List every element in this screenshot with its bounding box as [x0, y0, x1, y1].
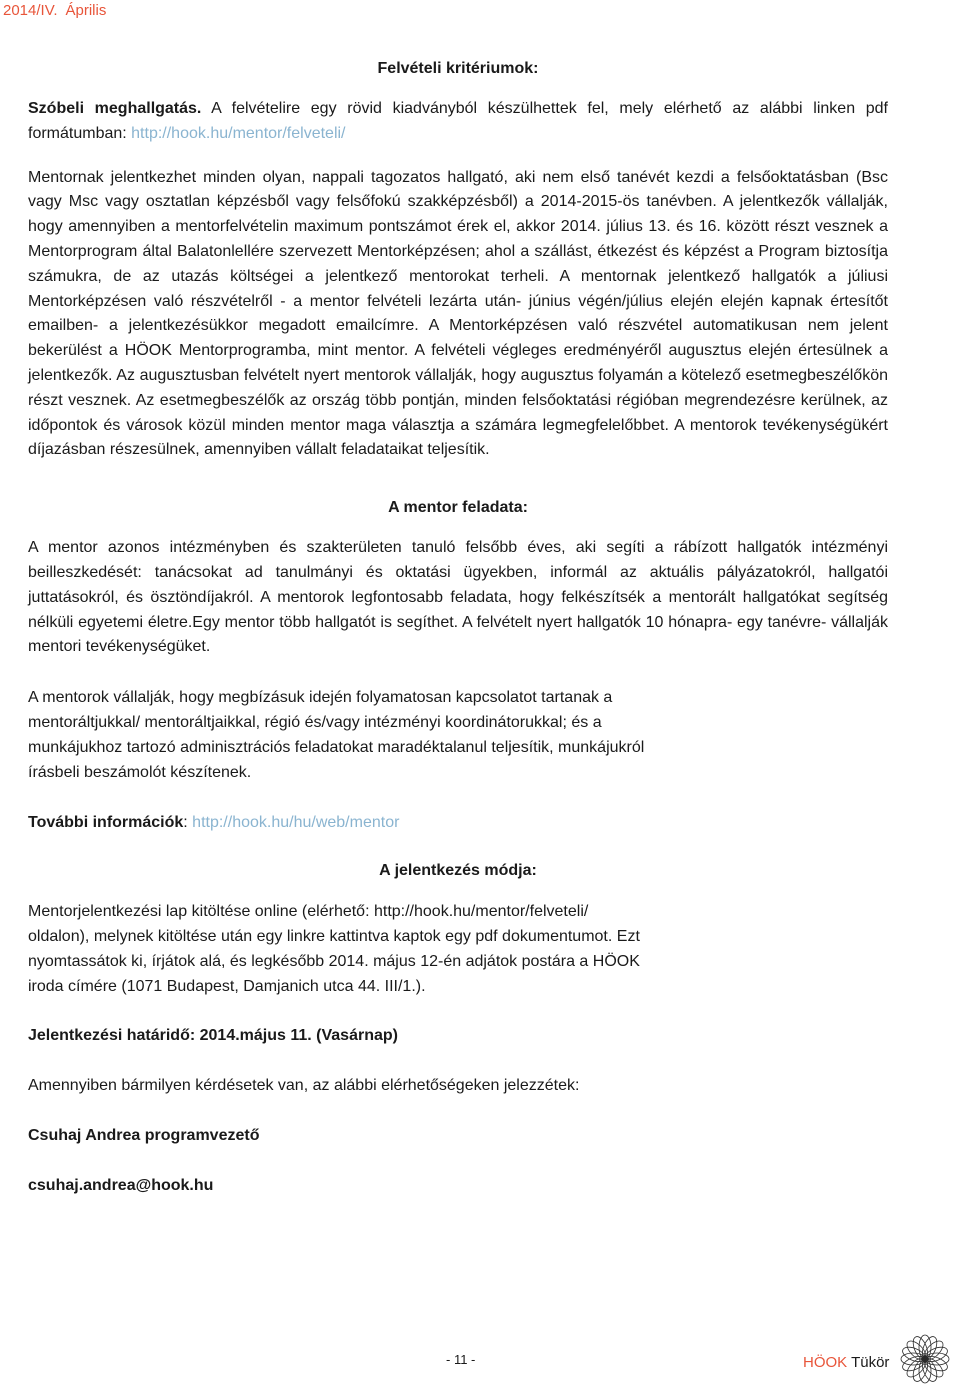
footer-brand — [803, 1354, 889, 1371]
obligations-line: mentoráltjukkal/ mentoráltjaikkal, régió és/vagy intézményi koordinátorukkal; és a — [28, 713, 602, 731]
more-info-label: További információk — [28, 814, 184, 832]
application-paragraph — [28, 900, 888, 999]
section-title-application: A jelentkezés módja: — [379, 862, 537, 880]
page-content — [28, 60, 888, 1199]
contact-name: Csuhaj Andrea programvezető — [28, 1126, 260, 1144]
section-title-criteria: Felvételi kritériumok: — [377, 60, 539, 77]
issue-month: Április — [65, 2, 107, 19]
contact-email[interactable]: csuhaj.andrea@hook.hu — [28, 1176, 214, 1194]
oral-exam-text: A felvételire egy rövid kiadványból készülhettek fel, mely elérhető az alábbi linken pdf formátumban: — [28, 100, 889, 142]
oral-exam-paragraph — [28, 97, 888, 147]
application-line: oldalon), melynek kitöltése után egy linkre kattintva kaptok egy pdf dokumentumot. Ezt — [28, 927, 640, 945]
more-info-colon: : — [183, 814, 193, 832]
spiral-flower-logo-icon — [899, 1333, 951, 1385]
application-line: Mentorjelentkezési lap kitöltése online (elérhető: http://hook.hu/mentor/felveteli/ — [28, 903, 589, 921]
page-number: - 11 - — [446, 1352, 476, 1367]
duties-paragraph: A mentor azonos intézményben és szakterületen tanuló felsőbb éves, aki segíti a rábízott hallgatók intézményi beilleszkedését: tanácsokat ad tanulmányi és oktatási ügyekben, informál az aktuális pályázatokról, hallgatói juttatásokról, és ösztöndíjakról. A mentorok legfontosabb feladata, hogy felkészítsék a mentorált hallgatókat segítség nélküli egyetemi életre.Egy mentor több hallgatót is segíthet. A felvételt nyert hallgatók 10 hónapra- egy tanévre- vállalják mentori tevékenységüket. — [28, 539, 888, 656]
deadline-line: Jelentkezési határidő: 2014.május 11. (Vasárnap) — [28, 1027, 398, 1045]
obligations-line: munkájukhoz tartozó adminisztrációs feladatokat maradéktalanul teljesítik, munkájukról — [28, 738, 645, 756]
eligibility-paragraph: Mentornak jelentkezhet minden olyan, nappali tagozatos hallgató, aki nem első tanévét kezdi a felsőoktatásban (Bsc vagy Msc vagy osztatlan képzésből vagy felsőfokú szakképzésből) a 2014-2015-ös tanévben. A jelentkezők vállalják, hogy amennyiben a mentorfelvételin maximum pontszámot érek el, akkor 2014. július 13. és 16. között részt vesznek a Mentorprogram által Balatonlellére szervezett Mentorképzésen; ahol a szállást, étkezést és képzést a Program biztosítja számukra, de az utazás költségei a jelentkező mentorokat terheli. A mentornak jelentkező hallgatók a júliusi Mentorképzésen való részvételről - a mentor felvételi lezárta után- június végén/július elején elején kapnak értesítőt emailben- a jelentkezésükkor megadott emailcímre. A Mentorképzésen való részvétel automatikusan nem jelent bekerülést a HÖOK Mentorprogramba, mint mentor. A felvételi végleges eredményéről augusztus elején értesülnek a jelentkezők. Az augusztusban felvételt nyert mentorok vállalják, hogy augusztus folyamán a kötelező esetmegbeszélőkön részt vesznek. Az esetmegbeszélők az ország több pontján, minden felsőoktatási régióban megrendezésre kerülnek, az időpontok és városok közül minden mentor maga választja a számára legmegfelelőbbet. A mentorok tevékenységükért díjazásban részesülnek, amennyiben vállalt feladataikat teljesítik. — [28, 168, 888, 459]
brand-tukor: Tükör — [847, 1354, 890, 1371]
section-title-duties: A mentor feladata: — [388, 499, 528, 517]
more-info-line — [28, 811, 888, 836]
obligations-paragraph — [28, 686, 888, 785]
felveteli-link[interactable]: http://hook.hu/mentor/felveteli/ — [131, 124, 346, 142]
application-line: iroda címére (1071 Budapest, Damjanich utca 44. III/1.). — [28, 977, 426, 995]
brand-hook: HÖOK — [803, 1354, 848, 1371]
questions-line: Amennyiben bármilyen kérdésetek van, az alábbi elérhetőségeken jelezzétek: — [28, 1077, 580, 1095]
issue-number: 2014/IV. — [3, 2, 58, 19]
obligations-line: A mentorok vállalják, hogy megbízásuk idején folyamatosan kapcsolatot tartanak a — [28, 689, 613, 707]
application-line: nyomtassátok ki, írjátok alá, és legkésőbb 2014. május 12-én adjátok postára a HÖOK — [28, 952, 640, 970]
issue-header — [3, 2, 106, 19]
more-info-link[interactable]: http://hook.hu/hu/web/mentor — [192, 814, 400, 832]
obligations-line: írásbeli beszámolót készítenek. — [28, 763, 252, 781]
oral-exam-label: Szóbeli meghallgatás. — [28, 100, 202, 117]
